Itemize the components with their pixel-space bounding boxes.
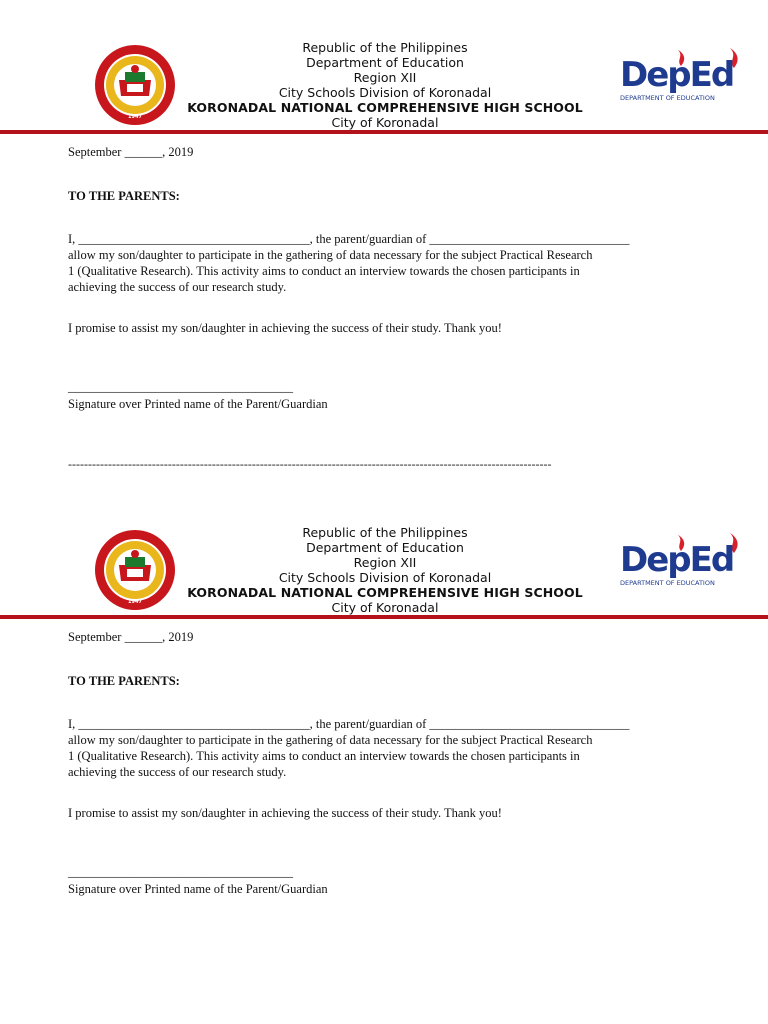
paragraph-line: 1 (Qualitative Research). This activity aims to conduct an interview towards the chosen participants in (68, 749, 580, 763)
letterhead-country: Republic of the Philippines (302, 525, 468, 540)
letterhead-region: Region XII (353, 70, 417, 85)
deped-logo-subtitle: DEPARTMENT OF EDUCATION (620, 579, 715, 587)
seal-year: 1947 (128, 114, 142, 120)
deped-logo-subtitle: DEPARTMENT OF EDUCATION (620, 94, 715, 102)
deped-logo-wordmark: DepEd (620, 540, 734, 580)
letterhead-school-name: KORONADAL NATIONAL COMPREHENSIVE HIGH SCHOOL (187, 585, 583, 600)
letterhead-country: Republic of the Philippines (302, 40, 468, 55)
form-2 (0, 485, 768, 915)
cut-line-separator: ------------------------------------------------------------------------------------------------------------------------- (68, 457, 552, 471)
letterhead-department: Department of Education (306, 540, 464, 555)
letter-date: September ______, 2019 (68, 630, 194, 644)
paragraph-line: I, _____________________________________, the parent/guardian of ________________________________ (68, 232, 630, 246)
signature-line: ____________________________________ (68, 380, 293, 394)
letter-paragraph-1 (68, 231, 708, 295)
form-1 (0, 0, 768, 470)
signature-line: ____________________________________ (68, 865, 293, 879)
signature-label: Signature over Printed name of the Parent/Guardian (68, 397, 328, 411)
letterhead-division: City Schools Division of Koronadal (278, 570, 492, 585)
paragraph-line: allow my son/daughter to participate in the gathering of data necessary for the subject Practical Research (68, 733, 593, 747)
paragraph-line: I, _____________________________________, the parent/guardian of ________________________________ (68, 717, 630, 731)
paragraph-line: achieving the success of our research study. (68, 765, 287, 779)
deped-logo (618, 46, 768, 106)
deped-logo (618, 531, 768, 591)
letterhead-city: City of Koronadal (331, 115, 439, 130)
letter-salutation: TO THE PARENTS: (68, 189, 180, 203)
letter-paragraph-2: I promise to assist my son/daughter in achieving the success of their study. Thank you! (68, 806, 502, 820)
letterhead-school-name: KORONADAL NATIONAL COMPREHENSIVE HIGH SCHOOL (187, 100, 583, 115)
letterhead-region: Region XII (353, 555, 417, 570)
letterhead (130, 525, 640, 615)
deped-logo-wordmark: DepEd (620, 55, 734, 95)
paragraph-line: 1 (Qualitative Research). This activity aims to conduct an interview towards the chosen participants in (68, 264, 580, 278)
seal-year: 1947 (128, 599, 142, 605)
header-divider (0, 130, 768, 134)
paragraph-line: achieving the success of our research study. (68, 280, 287, 294)
letterhead-division: City Schools Division of Koronadal (278, 85, 492, 100)
letter-date: September ______, 2019 (68, 145, 194, 159)
signature-label: Signature over Printed name of the Parent/Guardian (68, 882, 328, 896)
letterhead-department: Department of Education (306, 55, 464, 70)
letter-salutation: TO THE PARENTS: (68, 674, 180, 688)
letter-paragraph-2: I promise to assist my son/daughter in achieving the success of their study. Thank you! (68, 321, 502, 335)
paragraph-line: allow my son/daughter to participate in the gathering of data necessary for the subject Practical Research (68, 248, 593, 262)
letterhead-city: City of Koronadal (331, 600, 439, 615)
header-divider (0, 615, 768, 619)
letter-paragraph-1 (68, 716, 708, 780)
letterhead (130, 40, 640, 130)
